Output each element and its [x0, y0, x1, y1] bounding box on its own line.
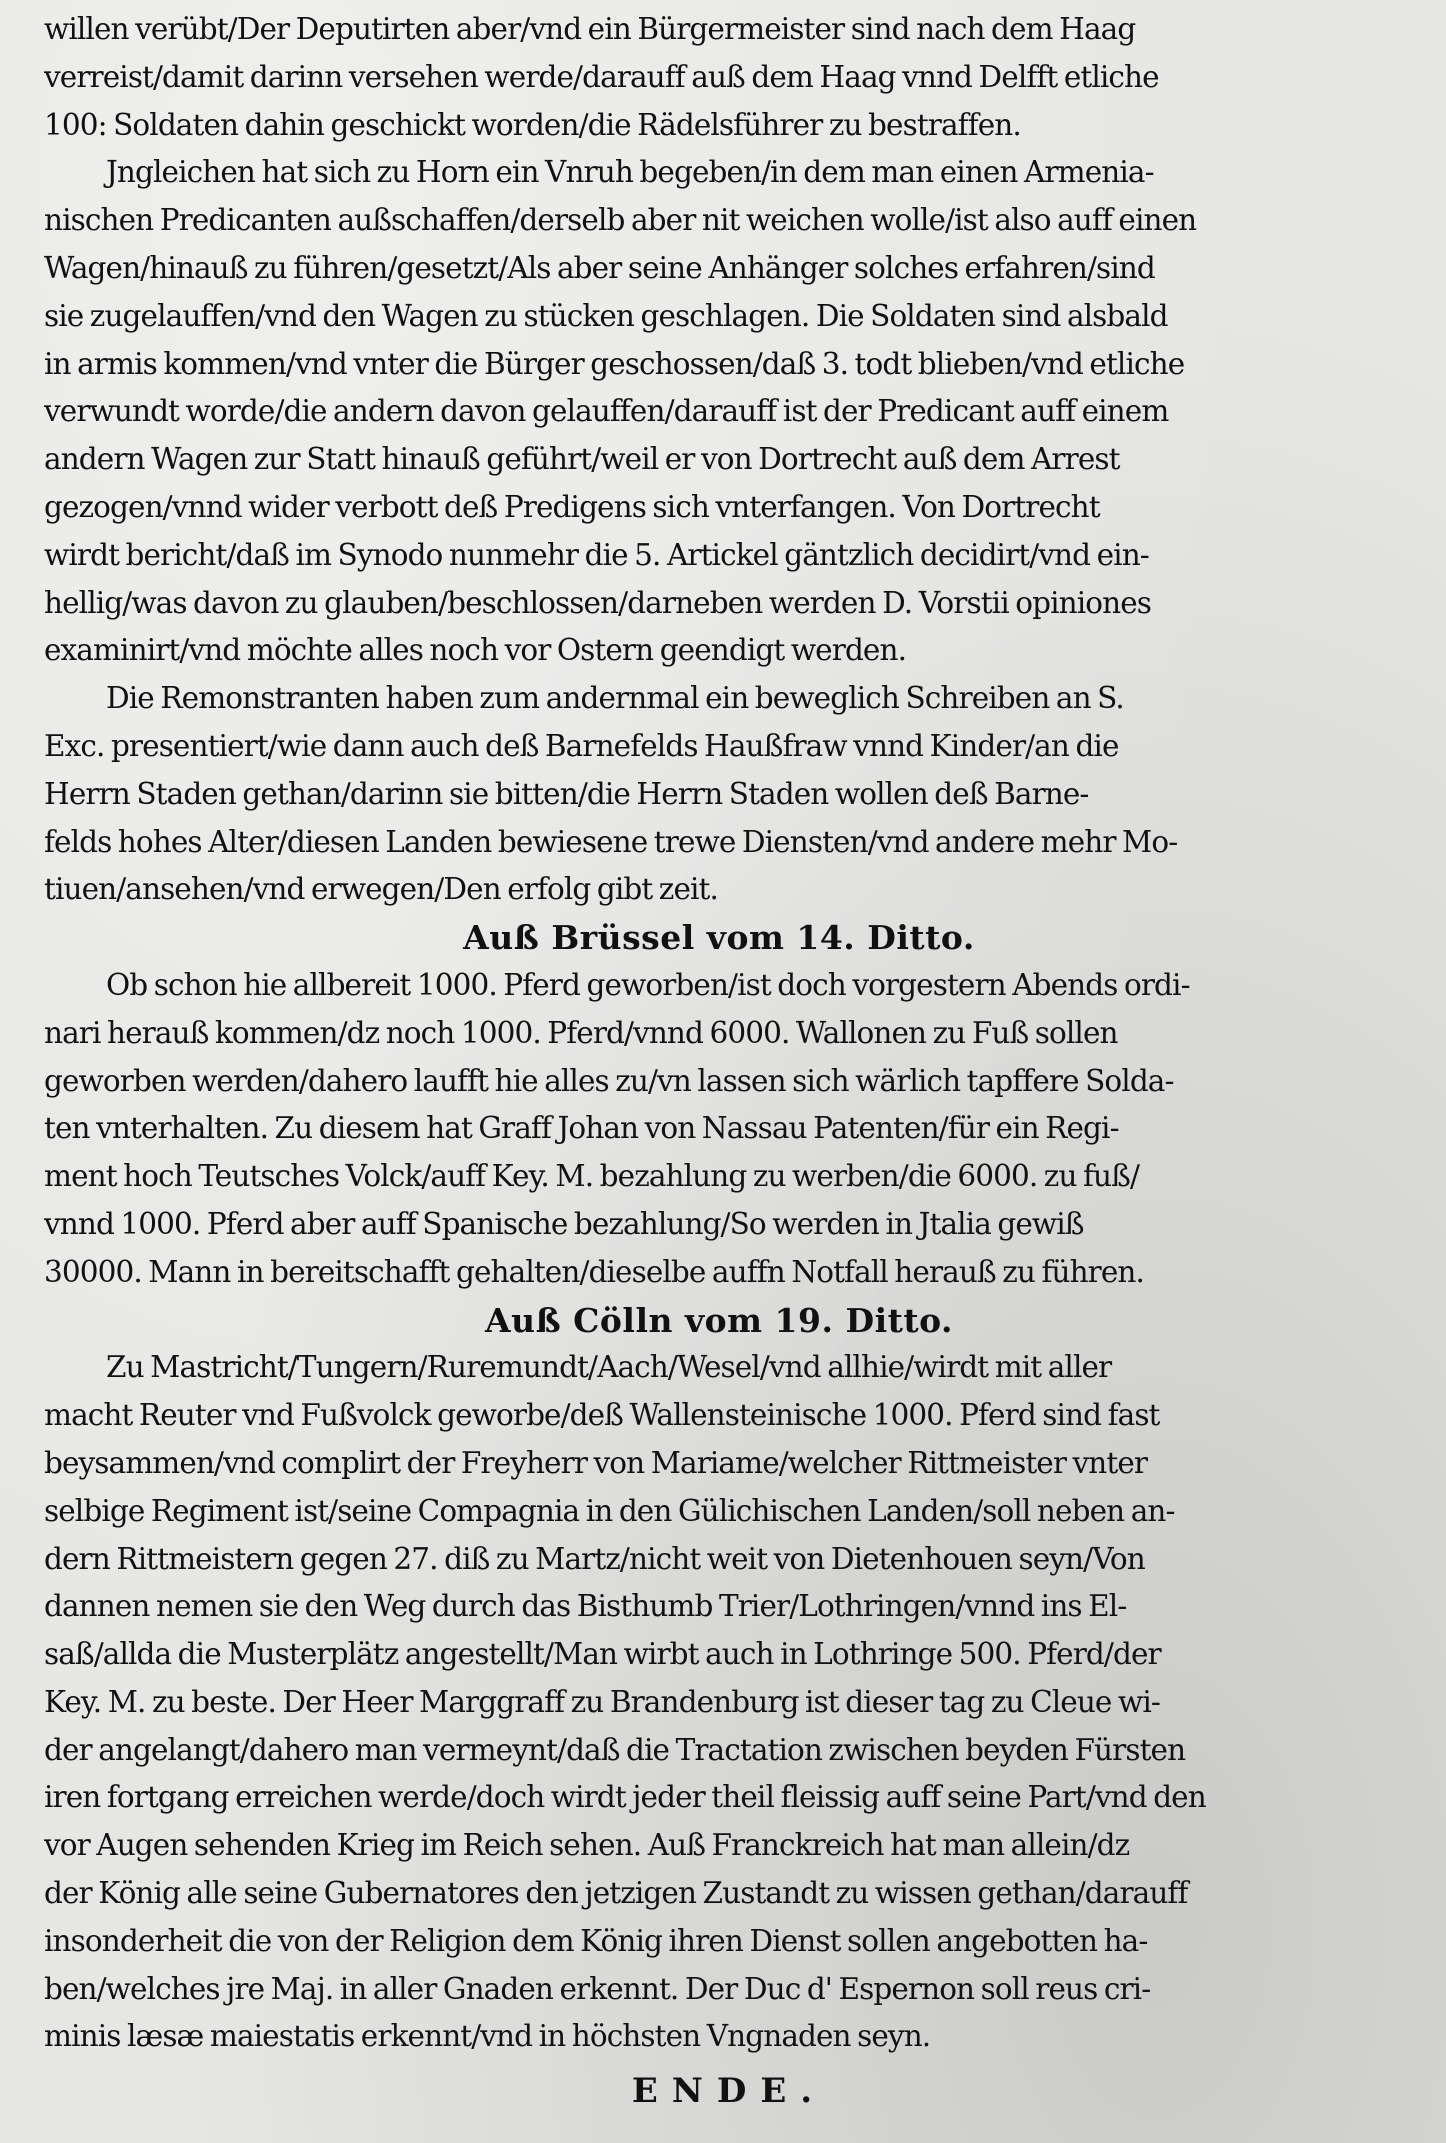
- text-line: vor Augen sehenden Krieg im Reich sehen. Auß Franckreich hat man allein/dz: [44, 1828, 1130, 1863]
- text-line: felds hohes Alter/diesen Landen bewiesene trewe Diensten/vnd andere mehr Mo-: [44, 824, 1178, 859]
- text-line: macht Reuter vnd Fußvolck geworbe/deß Wallensteinische 1000. Pferd sind fast: [44, 1398, 1160, 1433]
- text-line: in armis kommen/vnd vnter die Bürger geschossen/daß 3. todt blieben/vnd etliche: [44, 346, 1185, 381]
- text-line: der angelangt/dahero man vermeynt/daß die Tractation zwischen beyden Fürsten: [44, 1732, 1186, 1767]
- text-line: beysammen/vnd complirt der Freyherr von Mariame/welcher Rittmeister vnter: [44, 1445, 1148, 1480]
- text-line: Wagen/hinauß zu führen/gesetzt/Als aber seine Anhänger solches erfahren/sind: [44, 250, 1155, 285]
- text-line: geworben werden/dahero laufft hie alles zu/vn lassen sich wärlich tapffere Solda-: [44, 1063, 1174, 1098]
- text-line: gezogen/vnnd wider verbott deß Predigens sich vnterfangen. Von Dortrecht: [44, 489, 1100, 524]
- text-line: Die Remonstranten haben zum andernmal ein beweglich Schreiben an S.: [106, 681, 1124, 716]
- text-line: examinirt/vnd möchte alles noch vor Ostern geendigt werden.: [44, 633, 907, 668]
- text-line: selbige Regiment ist/seine Compagnia in den Gülichischen Landen/soll neben an-: [44, 1493, 1175, 1528]
- text-line: willen verübt/Der Deputirten aber/vnd ein Bürgermeister sind nach dem Haag: [44, 12, 1136, 46]
- text-line: Key. M. zu beste. Der Heer Marggraff zu Brandenburg ist dieser tag zu Cleue wi-: [44, 1684, 1160, 1719]
- text-line: vnnd 1000. Pferd aber auff Spanische bezahlung/So werden in Jtalia gewiß: [44, 1206, 1084, 1241]
- text-line: Ob schon hie allbereit 1000. Pferd geworben/ist doch vorgestern Abends ordi-: [106, 967, 1190, 1002]
- text-line: nari herauß kommen/dz noch 1000. Pferd/vnnd 6000. Wallonen zu Fuß sollen: [44, 1015, 1118, 1050]
- text-line: Exc. presentiert/wie dann auch deß Barnefelds Haußfraw vnnd Kinder/an die: [44, 728, 1119, 763]
- section-heading: Auß Cölln vom 19. Ditto.: [484, 1300, 954, 1340]
- paragraph: [44, 962, 1394, 1297]
- text-line: sie zugelauffen/vnd den Wagen zu stücken geschlagen. Die Soldaten sind alsbald: [44, 298, 1168, 333]
- text-line: der König alle seine Gubernatores den jetzigen Zustandt zu wissen gethan/darauff: [44, 1876, 1188, 1911]
- paragraph: [44, 1344, 1394, 2061]
- text-line: ten vnterhalten. Zu diesem hat Graff Johan von Nassau Patenten/für ein Regi-: [44, 1111, 1119, 1146]
- text-line: insonderheit die von der Religion dem König ihren Dienst sollen angebotten ha-: [44, 1923, 1148, 1958]
- text-line: saß/allda die Musterplätz angestellt/Man wirbt auch in Lothringe 500. Pferd/der: [44, 1637, 1161, 1672]
- text-line: dern Rittmeistern gegen 27. diß zu Martz/nicht weit von Dietenhouen seyn/Von: [44, 1541, 1145, 1576]
- paragraph: [44, 6, 1394, 149]
- document-text: [44, 6, 1394, 2121]
- text-line: 100: Soldaten dahin geschickt worden/die Rädelsführer zu bestraffen.: [44, 107, 1021, 142]
- text-line: Herrn Staden gethan/darinn sie bitten/die Herrn Staden wollen deß Barne-: [44, 776, 1089, 811]
- text-line: wirdt bericht/daß im Synodo nunmehr die 5. Artickel gäntzlich decidirt/vnd ein-: [44, 537, 1149, 572]
- section-heading: Auß Brüssel vom 14. Ditto.: [463, 918, 975, 958]
- text-line: ben/welches jre Maj. in aller Gnaden erkennt. Der Duc d' Espernon soll reus cri-: [44, 1971, 1151, 2006]
- text-line: verwundt worde/die andern davon gelauffen/darauff ist der Predicant auff einem: [44, 394, 1169, 429]
- text-line: dannen nemen sie den Weg durch das Bisthumb Trier/Lothringen/vnnd ins El-: [44, 1589, 1127, 1624]
- text-line: 30000. Mann in bereitschafft gehalten/dieselbe auffn Notfall herauß zu führen.: [44, 1254, 1145, 1289]
- text-line: andern Wagen zur Statt hinauß geführt/weil er von Dortrecht auß dem Arrest: [44, 442, 1120, 477]
- paragraph: [44, 675, 1394, 914]
- text-line: ment hoch Teutsches Volck/auff Key. M. bezahlung zu werben/die 6000. zu fuß/: [44, 1159, 1139, 1194]
- text-line: minis læsæ maiestatis erkennt/vnd in höchsten Vngnaden seyn.: [44, 2019, 931, 2054]
- paragraph: [44, 149, 1394, 675]
- closing-ende: ENDE.: [631, 2071, 827, 2112]
- text-line: verreist/damit darinn versehen werde/darauff auß dem Haag vnnd Delfft etliche: [44, 59, 1159, 94]
- text-line: Jngleichen hat sich zu Horn ein Vnruh begeben/in dem man einen Armenia-: [106, 155, 1154, 190]
- text-line: iren fortgang erreichen werde/doch wirdt jeder theil fleissig auff seine Part/vnd den: [44, 1780, 1206, 1815]
- text-line: nischen Predicanten außschaffen/derselb aber nit weichen wolle/ist also auff einen: [44, 203, 1197, 238]
- text-line: Zu Mastricht/Tungern/Ruremundt/Aach/Wesel/vnd allhie/wirdt mit aller: [106, 1350, 1112, 1385]
- text-line: tiuen/ansehen/vnd erwegen/Den erfolg gibt zeit.: [44, 872, 718, 907]
- text-line: hellig/was davon zu glauben/beschlossen/darneben werden D. Vorstii opiniones: [44, 585, 1151, 620]
